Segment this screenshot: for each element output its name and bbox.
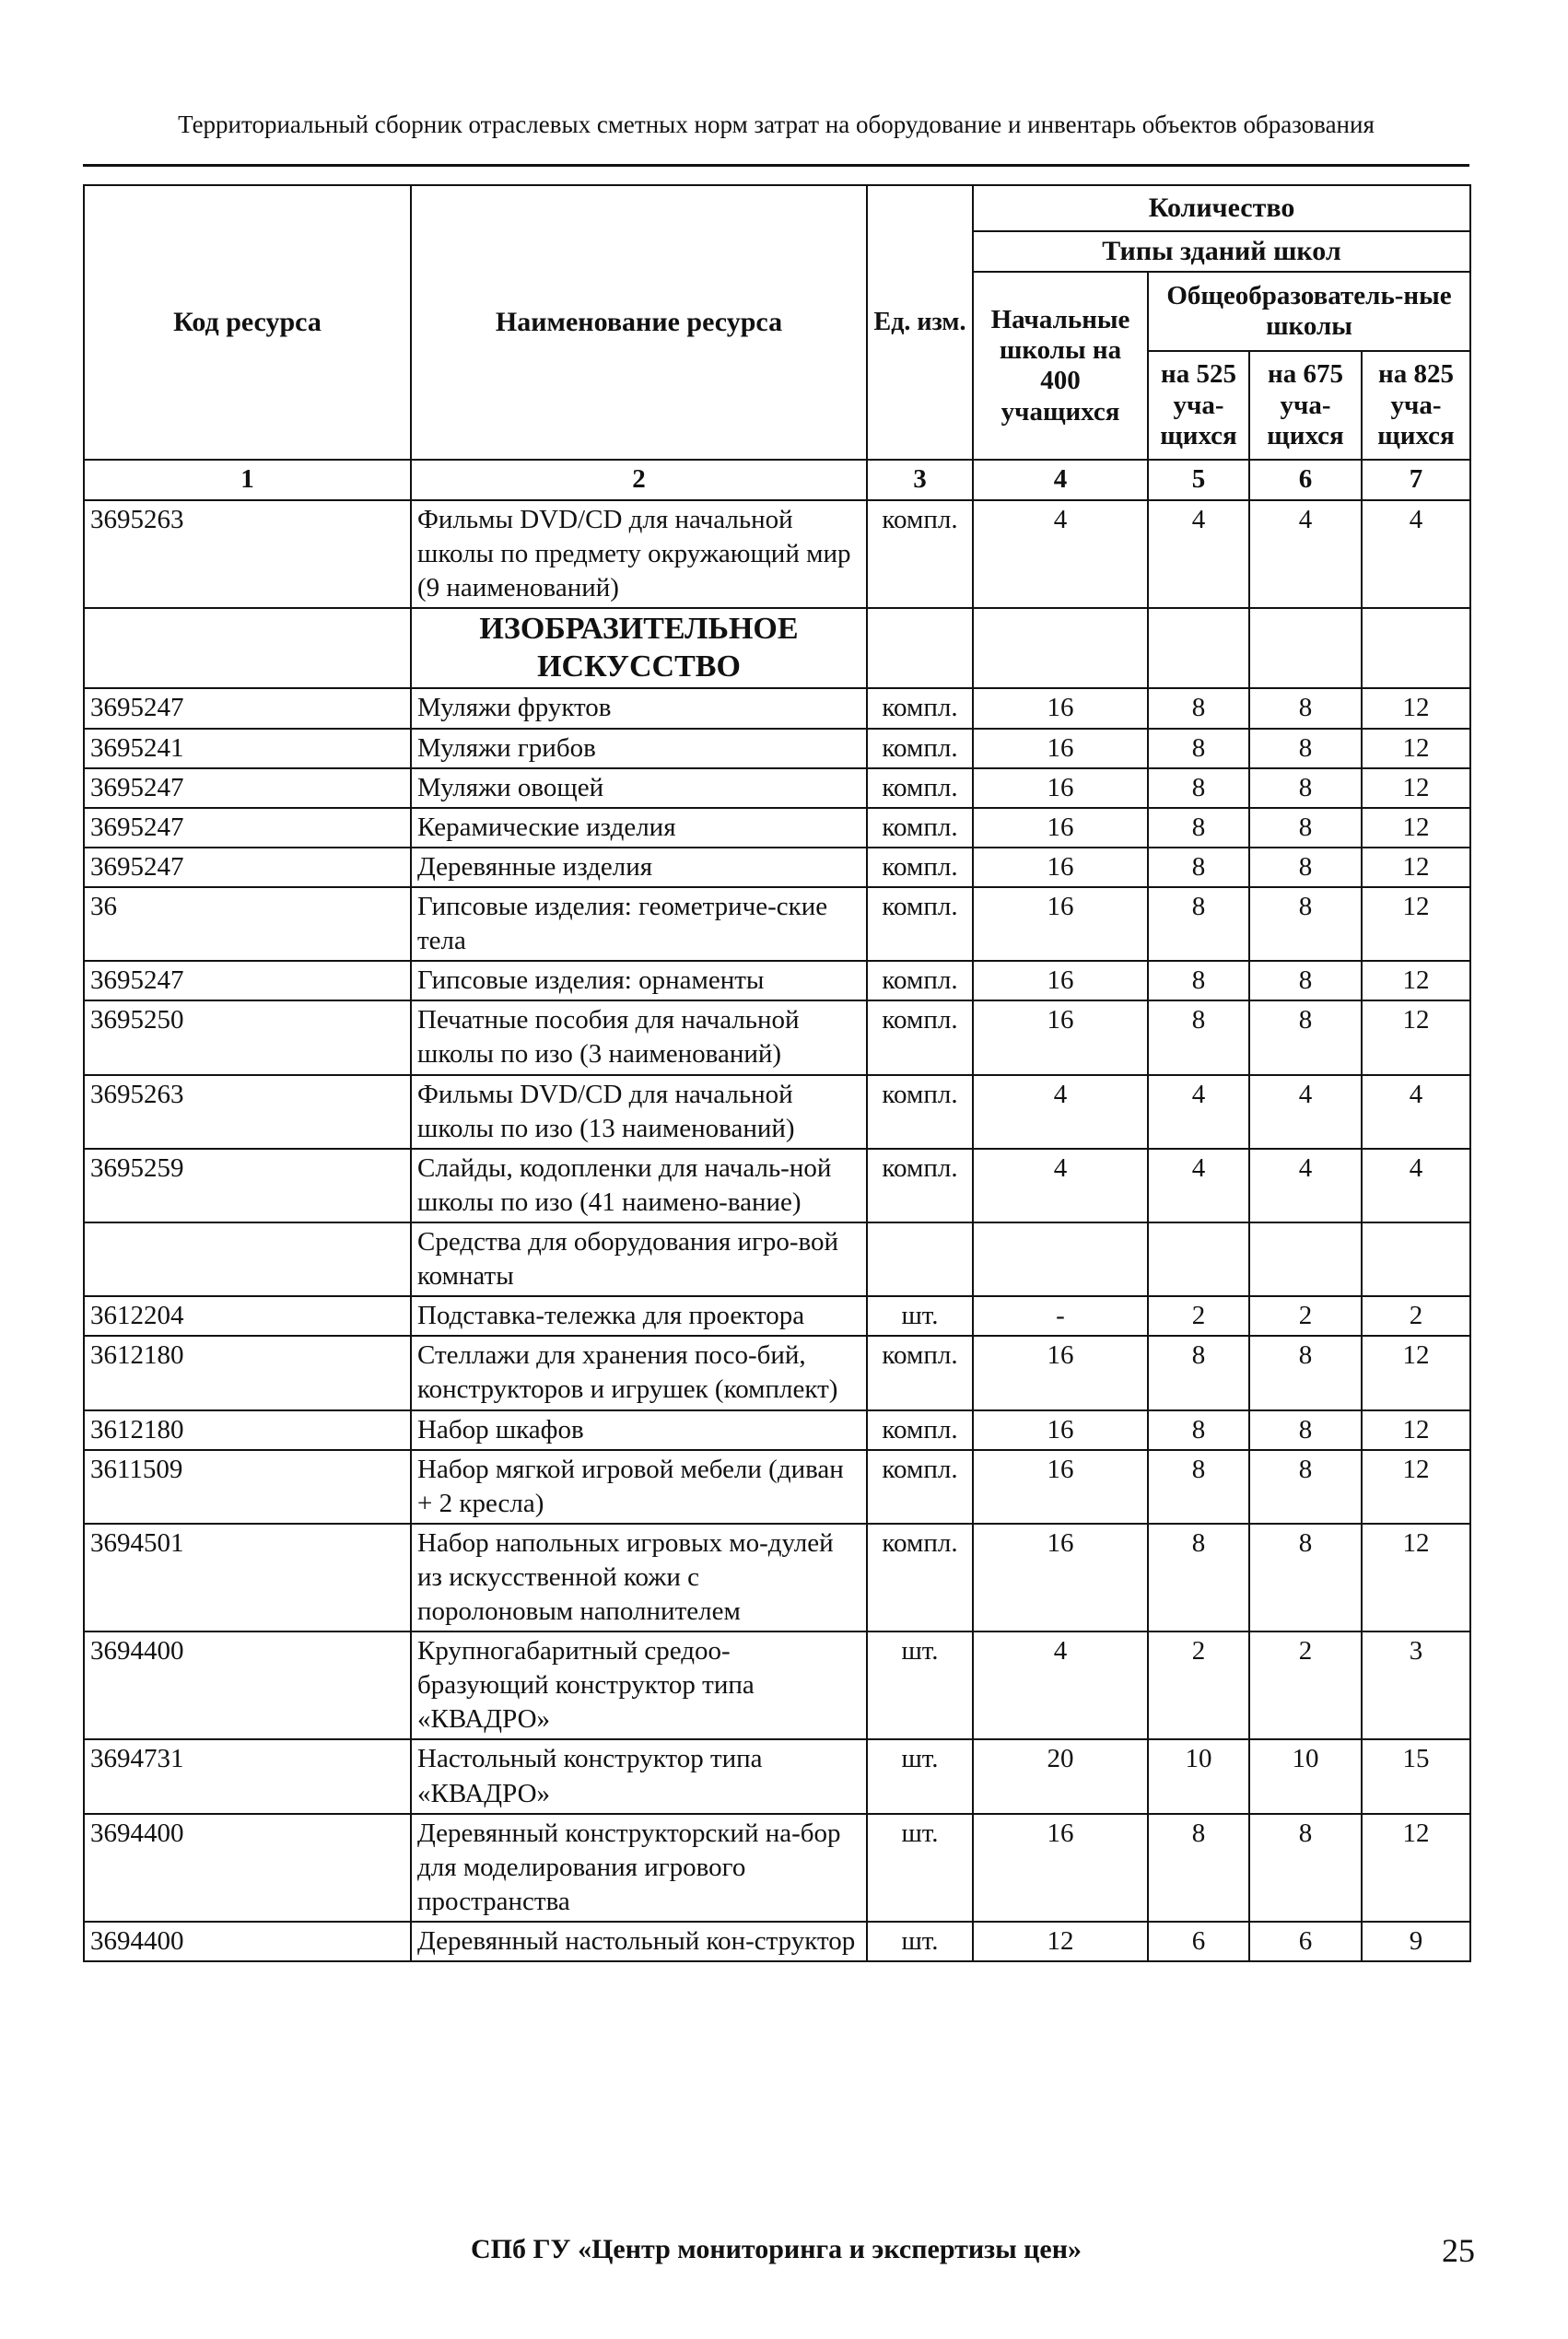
code-cell: 3612180 <box>84 1410 411 1450</box>
code-cell: 3695263 <box>84 500 411 608</box>
unit-cell: шт. <box>867 1296 973 1336</box>
unit-cell: шт. <box>867 1922 973 1961</box>
qty-primary-cell <box>973 1222 1148 1296</box>
unit-cell: компл. <box>867 1000 973 1074</box>
qty-675-cell: 10 <box>1249 1739 1362 1813</box>
qty-675-cell: 8 <box>1249 768 1362 808</box>
qty-primary-cell: 4 <box>973 1631 1148 1739</box>
qty-primary-cell: 16 <box>973 1000 1148 1074</box>
qty-825-cell: 12 <box>1362 688 1470 728</box>
qty-675-cell: 8 <box>1249 887 1362 961</box>
qty-525-cell: 2 <box>1148 1296 1249 1336</box>
qty-825-cell: 12 <box>1362 768 1470 808</box>
table-row <box>84 1450 1470 1524</box>
name-cell: Деревянный конструкторский на-бор для моделирования игрового пространства <box>411 1814 867 1922</box>
unit-cell: компл. <box>867 887 973 961</box>
unit-cell: шт. <box>867 1814 973 1922</box>
code-cell: 3694731 <box>84 1739 411 1813</box>
qty-825-cell: 4 <box>1362 1149 1470 1222</box>
unit-cell: компл. <box>867 848 973 887</box>
table-row <box>84 1524 1470 1631</box>
qty-525-cell: 6 <box>1148 1922 1249 1961</box>
qty-525-cell: 4 <box>1148 1149 1249 1222</box>
qty-525-cell: 10 <box>1148 1739 1249 1813</box>
name-cell: Гипсовые изделия: геометриче-ские тела <box>411 887 867 961</box>
qty-primary-cell: 16 <box>973 1524 1148 1631</box>
column-number: 6 <box>1249 460 1362 499</box>
unit-cell: компл. <box>867 729 973 768</box>
subsection-row <box>84 1222 1470 1296</box>
qty-primary-cell: 4 <box>973 1149 1148 1222</box>
unit-cell: компл. <box>867 1450 973 1524</box>
qty-675-cell: 8 <box>1249 848 1362 887</box>
unit-cell: компл. <box>867 1149 973 1222</box>
qty-primary-cell <box>973 608 1148 689</box>
code-cell: 3694400 <box>84 1922 411 1961</box>
qty-675-cell: 2 <box>1249 1296 1362 1336</box>
qty-825-cell: 12 <box>1362 848 1470 887</box>
name-cell: Фильмы DVD/CD для начальной школы по изо (13 наименований) <box>411 1075 867 1149</box>
qty-675-cell: 8 <box>1249 1450 1362 1524</box>
qty-675-cell: 8 <box>1249 729 1362 768</box>
code-cell: 3695263 <box>84 1075 411 1149</box>
qty-primary-cell: 4 <box>973 500 1148 608</box>
table-row <box>84 729 1470 768</box>
qty-525-cell: 8 <box>1148 1000 1249 1074</box>
qty-825-cell: 9 <box>1362 1922 1470 1961</box>
section-row <box>84 608 1470 689</box>
qty-825-cell: 12 <box>1362 1524 1470 1631</box>
name-cell: Подставка-тележка для проектора <box>411 1296 867 1336</box>
code-cell: 3695250 <box>84 1000 411 1074</box>
table-row <box>84 961 1470 1000</box>
table-row <box>84 1075 1470 1149</box>
name-cell: Муляжи овощей <box>411 768 867 808</box>
column-number: 3 <box>867 460 973 499</box>
qty-primary-cell: 16 <box>973 1410 1148 1450</box>
qty-675-cell: 8 <box>1249 688 1362 728</box>
code-cell: 3694400 <box>84 1631 411 1739</box>
qty-525-cell: 8 <box>1148 688 1249 728</box>
header-525: на 525 уча-щихся <box>1148 351 1249 460</box>
name-cell: Муляжи грибов <box>411 729 867 768</box>
qty-525-cell: 8 <box>1148 848 1249 887</box>
header-rule <box>83 164 1469 167</box>
unit-cell: компл. <box>867 688 973 728</box>
qty-525-cell: 8 <box>1148 1336 1249 1409</box>
qty-825-cell: 12 <box>1362 1336 1470 1409</box>
resource-table <box>83 184 1471 1962</box>
name-cell: Слайды, кодопленки для началь-ной школы по изо (41 наимено-вание) <box>411 1149 867 1222</box>
qty-525-cell: 8 <box>1148 1814 1249 1922</box>
table-row <box>84 1296 1470 1336</box>
column-number-row <box>84 460 1470 499</box>
qty-675-cell: 4 <box>1249 1149 1362 1222</box>
header-name: Наименование ресурса <box>411 185 867 460</box>
qty-825-cell: 12 <box>1362 1814 1470 1922</box>
qty-primary-cell: 12 <box>973 1922 1148 1961</box>
qty-675-cell: 8 <box>1249 1524 1362 1631</box>
qty-825-cell: 4 <box>1362 1075 1470 1149</box>
qty-825-cell: 12 <box>1362 1450 1470 1524</box>
qty-primary-cell: - <box>973 1296 1148 1336</box>
table-row <box>84 768 1470 808</box>
code-cell: 3695247 <box>84 848 411 887</box>
qty-primary-cell: 16 <box>973 768 1148 808</box>
qty-525-cell: 8 <box>1148 1450 1249 1524</box>
name-cell: Муляжи фруктов <box>411 688 867 728</box>
table-row <box>84 848 1470 887</box>
name-cell: Керамические изделия <box>411 808 867 848</box>
qty-825-cell: 12 <box>1362 887 1470 961</box>
name-cell: Фильмы DVD/CD для начальной школы по предмету окружающий мир (9 наименований) <box>411 500 867 608</box>
table-row <box>84 1149 1470 1222</box>
qty-525-cell: 4 <box>1148 500 1249 608</box>
column-number: 7 <box>1362 460 1470 499</box>
table-row <box>84 1000 1470 1074</box>
header-unit: Ед. изм. <box>867 185 973 460</box>
column-number: 2 <box>411 460 867 499</box>
unit-cell: компл. <box>867 808 973 848</box>
qty-525-cell <box>1148 1222 1249 1296</box>
code-cell: 3695259 <box>84 1149 411 1222</box>
qty-675-cell: 6 <box>1249 1922 1362 1961</box>
unit-cell: компл. <box>867 961 973 1000</box>
table-body <box>84 500 1470 1962</box>
qty-825-cell <box>1362 608 1470 689</box>
name-cell: Стеллажи для хранения посо-бий, конструкторов и игрушек (комплект) <box>411 1336 867 1409</box>
unit-cell: шт. <box>867 1739 973 1813</box>
code-cell: 36 <box>84 887 411 961</box>
qty-825-cell: 12 <box>1362 729 1470 768</box>
code-cell: 3695247 <box>84 808 411 848</box>
column-number: 4 <box>973 460 1148 499</box>
code-cell: 3694501 <box>84 1524 411 1631</box>
unit-cell: компл. <box>867 1410 973 1450</box>
qty-825-cell: 4 <box>1362 500 1470 608</box>
qty-primary-cell: 16 <box>973 887 1148 961</box>
qty-675-cell: 8 <box>1249 808 1362 848</box>
qty-675-cell: 4 <box>1249 1075 1362 1149</box>
name-cell: Средства для оборудования игро-вой комнаты <box>411 1222 867 1296</box>
name-cell: Печатные пособия для начальной школы по изо (3 наименований) <box>411 1000 867 1074</box>
code-cell: 3695247 <box>84 688 411 728</box>
qty-525-cell: 4 <box>1148 1075 1249 1149</box>
qty-675-cell: 8 <box>1249 1814 1362 1922</box>
qty-825-cell <box>1362 1222 1470 1296</box>
code-cell: 3694400 <box>84 1814 411 1922</box>
code-cell: 3695247 <box>84 768 411 808</box>
code-cell: 3695241 <box>84 729 411 768</box>
qty-primary-cell: 16 <box>973 1336 1148 1409</box>
qty-primary-cell: 16 <box>973 1814 1148 1922</box>
unit-cell: компл. <box>867 1524 973 1631</box>
table-row <box>84 1739 1470 1813</box>
qty-primary-cell: 16 <box>973 729 1148 768</box>
column-number: 5 <box>1148 460 1249 499</box>
name-cell: Набор шкафов <box>411 1410 867 1450</box>
qty-525-cell: 8 <box>1148 729 1249 768</box>
qty-675-cell: 2 <box>1249 1631 1362 1739</box>
unit-cell: компл. <box>867 1075 973 1149</box>
qty-primary-cell: 16 <box>973 808 1148 848</box>
qty-825-cell: 2 <box>1362 1296 1470 1336</box>
name-cell: Настольный конструктор типа «КВАДРО» <box>411 1739 867 1813</box>
unit-cell <box>867 608 973 689</box>
qty-primary-cell: 16 <box>973 1450 1148 1524</box>
qty-675-cell: 8 <box>1249 1410 1362 1450</box>
table-row <box>84 500 1470 608</box>
name-cell: Деревянные изделия <box>411 848 867 887</box>
column-number: 1 <box>84 460 411 499</box>
page-number: 25 <box>1442 2232 1475 2269</box>
qty-675-cell <box>1249 608 1362 689</box>
name-cell: Деревянный настольный кон-структор <box>411 1922 867 1961</box>
qty-525-cell: 2 <box>1148 1631 1249 1739</box>
qty-825-cell: 15 <box>1362 1739 1470 1813</box>
qty-825-cell: 3 <box>1362 1631 1470 1739</box>
code-cell: 3612180 <box>84 1336 411 1409</box>
qty-675-cell: 8 <box>1249 1000 1362 1074</box>
unit-cell: компл. <box>867 768 973 808</box>
header-building-types: Типы зданий школ <box>973 231 1470 272</box>
running-header: Территориальный сборник отраслевых сметных норм затрат на оборудование и инвентарь объектов образования <box>178 111 1375 138</box>
table-row <box>84 887 1470 961</box>
unit-cell: шт. <box>867 1631 973 1739</box>
section-title: ИЗОБРАЗИТЕЛЬНОЕ ИСКУССТВО <box>411 608 867 689</box>
qty-525-cell <box>1148 608 1249 689</box>
table-row <box>84 1336 1470 1409</box>
code-cell <box>84 608 411 689</box>
unit-cell: компл. <box>867 1336 973 1409</box>
name-cell: Набор напольных игровых мо-дулей из искусственной кожи с поролоновым наполнителем <box>411 1524 867 1631</box>
qty-825-cell: 12 <box>1362 1000 1470 1074</box>
qty-675-cell <box>1249 1222 1362 1296</box>
name-cell: Гипсовые изделия: орнаменты <box>411 961 867 1000</box>
name-cell: Набор мягкой игровой мебели (диван + 2 кресла) <box>411 1450 867 1524</box>
header-quantity: Количество <box>973 185 1470 231</box>
qty-675-cell: 8 <box>1249 961 1362 1000</box>
qty-825-cell: 12 <box>1362 808 1470 848</box>
qty-primary-cell: 16 <box>973 961 1148 1000</box>
code-cell: 3611509 <box>84 1450 411 1524</box>
qty-primary-cell: 20 <box>973 1739 1148 1813</box>
table-row <box>84 1814 1470 1922</box>
name-cell: Крупногабаритный средоо-бразующий конструктор типа «КВАДРО» <box>411 1631 867 1739</box>
code-cell: 3612204 <box>84 1296 411 1336</box>
code-cell <box>84 1222 411 1296</box>
unit-cell <box>867 1222 973 1296</box>
table-row <box>84 1922 1470 1961</box>
qty-525-cell: 8 <box>1148 808 1249 848</box>
table-row <box>84 1410 1470 1450</box>
qty-525-cell: 8 <box>1148 961 1249 1000</box>
qty-675-cell: 4 <box>1249 500 1362 608</box>
footer-organization: СПб ГУ «Центр мониторинга и экспертизы цен» <box>470 2234 1082 2264</box>
qty-825-cell: 12 <box>1362 1410 1470 1450</box>
header-primary-schools: Начальные школы на 400 учащихся <box>973 272 1148 460</box>
table-row <box>84 688 1470 728</box>
qty-525-cell: 8 <box>1148 1410 1249 1450</box>
table-row <box>84 1631 1470 1739</box>
qty-primary-cell: 16 <box>973 688 1148 728</box>
qty-825-cell: 12 <box>1362 961 1470 1000</box>
unit-cell: компл. <box>867 500 973 608</box>
qty-primary-cell: 4 <box>973 1075 1148 1149</box>
qty-525-cell: 8 <box>1148 768 1249 808</box>
table-row <box>84 808 1470 848</box>
qty-primary-cell: 16 <box>973 848 1148 887</box>
header-general-schools: Общеобразователь-ные школы <box>1148 272 1470 351</box>
qty-525-cell: 8 <box>1148 1524 1249 1631</box>
code-cell: 3695247 <box>84 961 411 1000</box>
header-825: на 825 уча-щихся <box>1362 351 1470 460</box>
header-675: на 675 уча-щихся <box>1249 351 1362 460</box>
qty-675-cell: 8 <box>1249 1336 1362 1409</box>
header-code: Код ресурса <box>84 185 411 460</box>
qty-525-cell: 8 <box>1148 887 1249 961</box>
